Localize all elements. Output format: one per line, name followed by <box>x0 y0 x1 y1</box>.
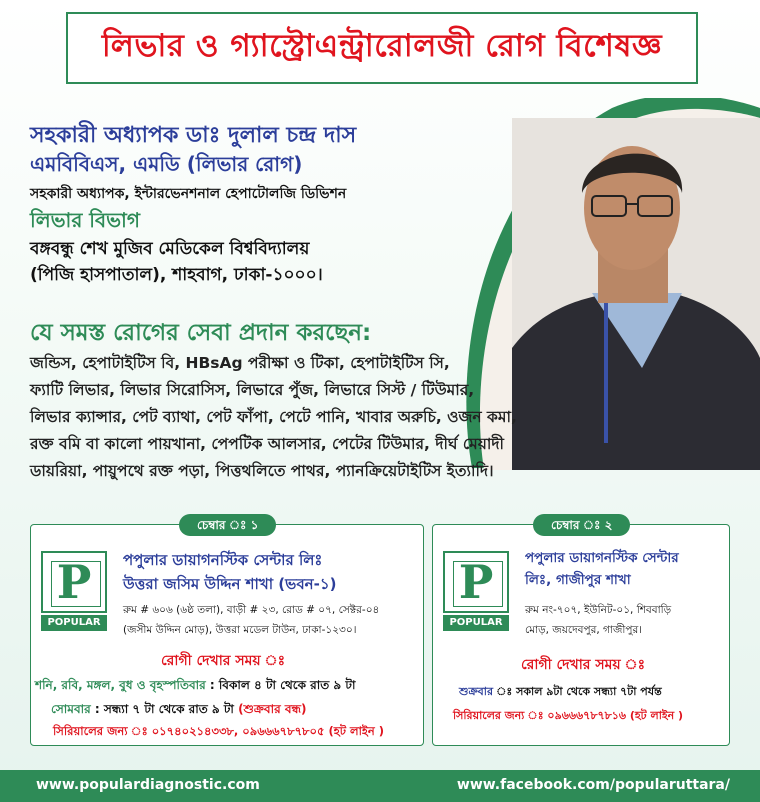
services-heading: যে সমস্ত রোগের সেবা প্রদান করছেন: <box>30 320 372 346</box>
services-line: ডায়রিয়া, পায়ুপথে রক্ত পড়া, পিত্তথলিতে পাথর, প্যানক্রিয়েটাইটিস ইত্যাদি। <box>30 462 494 480</box>
services-line: জন্ডিস, হেপাটাইটিস বি, HBsAg পরীক্ষা ও টিকা, হেপাটাইটিস সি, <box>30 354 450 372</box>
chamber-2-serial: সিরিয়ালের জন্য ঃ ০৯৬৬৬৭৮৭৮১৬ (হট লাইন ) <box>453 709 684 722</box>
doctor-institute: বঙ্গবন্ধু শেখ মুজিব মেডিকেল বিশ্ববিদ্যালয় <box>30 239 310 259</box>
chamber-1-serial: সিরিয়ালের জন্য ঃ ০১৭৪০২১৪৩৩৮, ০৯৬৬৬৭৮৭৮০৫ (হট লাইন ) <box>53 724 385 738</box>
chamber-1-address: রুম # ৬০৬ (৬ষ্ঠ তলা), বাড়ী # ২৩, রোড # ০৭, সেক্টর-০৪ <box>123 604 380 616</box>
page-title: লিভার ও গ্যাস্ট্রোএন্ট্রারোলজী রোগ বিশেষজ্ঞ <box>101 28 663 64</box>
popular-logo: P POPULAR <box>41 551 107 631</box>
doctor-degree: এমবিবিএস, এমডি (লিভার রোগ) <box>30 152 303 176</box>
logo-text: POPULAR <box>41 615 107 631</box>
doctor-institute-address: (পিজি হাসপাতাল), শাহবাগ, ঢাকা-১০০০। <box>30 265 323 285</box>
footer-bar <box>0 770 760 802</box>
chamber-2-schedule-1: শুক্রবার ঃ সকাল ৯টা থেকে সন্ধ্যা ৭টা পর্যন্ত <box>459 685 662 698</box>
chamber-2-time-heading: রোগী দেখার সময় ঃ <box>521 657 646 673</box>
services-line: লিভার ক্যান্সার, পেট ব্যাথা, পেট ফাঁপা, পেটে পানি, খাবার অরুচি, ওজন কমা, <box>30 408 517 426</box>
chamber-2-name: পপুলার ডায়াগনস্টিক সেন্টার <box>525 550 679 566</box>
website-link[interactable]: www.populardiagnostic.com <box>36 777 260 793</box>
doctor-name: সহকারী অধ্যাপক ডাঃ দুলাল চন্দ্র দাস <box>30 123 357 148</box>
chamber-1-tag: চেম্বার ঃ ১ <box>179 514 276 536</box>
chamber-1-address: (জসীম উদ্দিন মোড়), উত্তরা মডেল টাউন, ঢাকা-১২৩০। <box>123 624 357 636</box>
chamber-2-tag: চেম্বার ঃ ২ <box>533 514 630 536</box>
chamber-2-card <box>432 518 730 746</box>
services-line: রক্ত বমি বা কালো পায়খানা, পেপটিক আলসার, পেটের টিউমার, দীর্ঘ মেয়াদী <box>30 435 504 453</box>
chamber-1-time-heading: রোগী দেখার সময় ঃ <box>161 653 286 669</box>
chamber-2-address: মোড়, জয়দেবপুর, গাজীপুর। <box>525 624 643 636</box>
chamber-1-schedule-1: শনি, রবি, মঙ্গল, বুধ ও বৃহস্পতিবার : বিকাল ৪ টা থেকে রাত ৯ টা <box>35 678 356 692</box>
popular-logo: P POPULAR <box>443 551 509 631</box>
chamber-1-branch: উত্তরা জসিম উদ্দিন শাখা (ভবন-১) <box>123 575 337 593</box>
chamber-1-schedule-2: সোমবার : সন্ধ্যা ৭ টা থেকে রাত ৯ টা (শুক্রবার বন্ধ) <box>51 702 307 716</box>
chamber-2-branch: লিঃ, গাজীপুর শাখা <box>525 572 631 588</box>
facebook-link[interactable]: www.facebook.com/popularuttara/ <box>456 777 730 793</box>
services-list <box>30 350 750 485</box>
chamber-1-name: পপুলার ডায়াগনস্টিক সেন্টার লিঃ <box>123 551 323 569</box>
title-box <box>66 12 698 84</box>
doctor-position: সহকারী অধ্যাপক, ইন্টারভেনশনাল হেপাটোলজি ডিভিশন <box>30 186 347 202</box>
chamber-1-card <box>30 518 424 746</box>
chamber-2-address: রুম নং-৭০৭, ইউনিট-০১, শিববাড়ি <box>525 604 672 616</box>
logo-text: POPULAR <box>443 615 509 631</box>
services-line: ফ্যাটি লিভার, লিভার সিরোসিস, লিভারে পুঁজ, লিভারে সিস্ট / টিউমার, <box>30 381 475 399</box>
doctor-department: লিভার বিভাগ <box>30 208 140 232</box>
